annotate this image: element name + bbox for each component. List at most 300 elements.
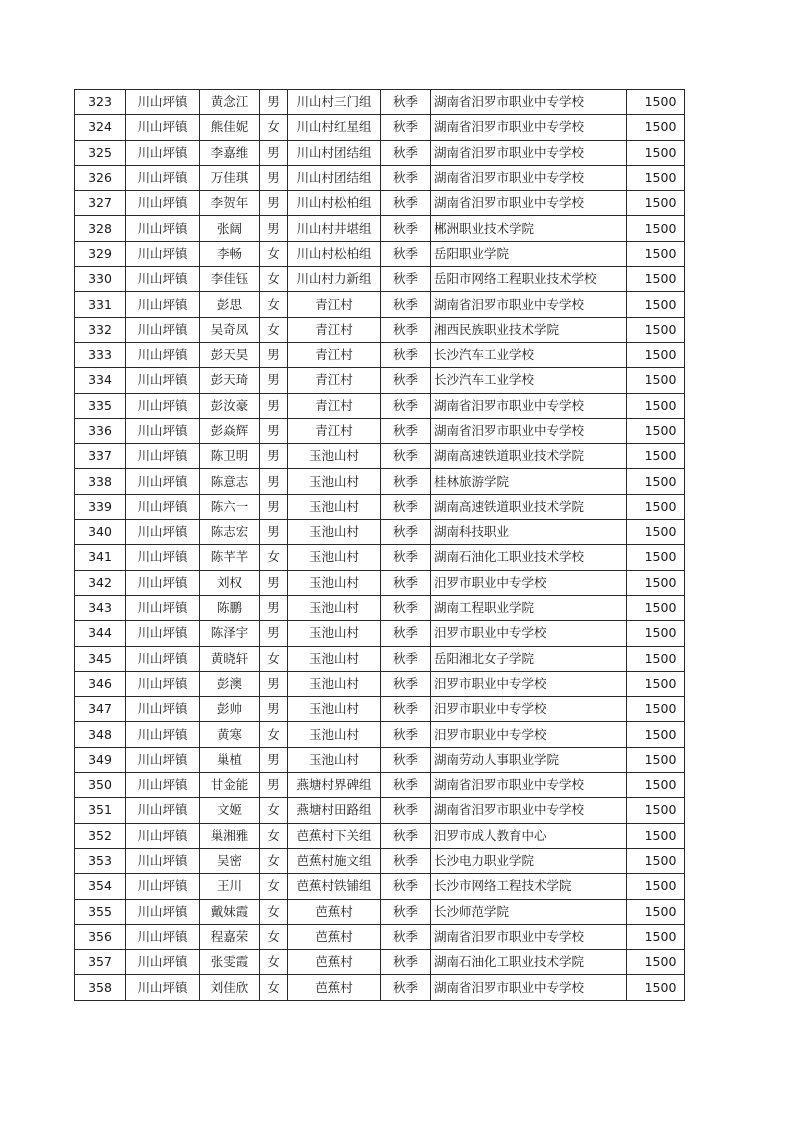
cell-township: 川山坪镇	[126, 671, 200, 696]
cell-semester: 秋季	[381, 646, 431, 671]
cell-gender: 男	[260, 140, 288, 165]
cell-township: 川山坪镇	[126, 975, 200, 1000]
cell-township: 川山坪镇	[126, 165, 200, 190]
cell-serial-number: 328	[75, 216, 126, 241]
cell-semester: 秋季	[381, 292, 431, 317]
table-row	[75, 570, 685, 595]
cell-semester: 秋季	[381, 823, 431, 848]
cell-village: 川山村团结组	[288, 140, 381, 165]
cell-gender: 男	[260, 469, 288, 494]
cell-school: 郴洲职业技术学院	[431, 216, 627, 241]
cell-amount: 1500	[627, 444, 685, 469]
cell-gender: 男	[260, 418, 288, 443]
cell-amount: 1500	[627, 267, 685, 292]
cell-township: 川山坪镇	[126, 595, 200, 620]
cell-township: 川山坪镇	[126, 874, 200, 899]
cell-serial-number: 332	[75, 317, 126, 342]
cell-village: 玉池山村	[288, 469, 381, 494]
cell-school: 长沙电力职业学院	[431, 848, 627, 873]
cell-amount: 1500	[627, 798, 685, 823]
cell-semester: 秋季	[381, 773, 431, 798]
table-row	[75, 115, 685, 140]
table-row	[75, 773, 685, 798]
cell-serial-number: 346	[75, 671, 126, 696]
cell-gender: 女	[260, 545, 288, 570]
cell-school: 湖南石油化工职业技术学院	[431, 950, 627, 975]
table-row	[75, 140, 685, 165]
cell-semester: 秋季	[381, 90, 431, 115]
cell-serial-number: 333	[75, 342, 126, 367]
cell-amount: 1500	[627, 848, 685, 873]
cell-semester: 秋季	[381, 570, 431, 595]
cell-township: 川山坪镇	[126, 115, 200, 140]
cell-gender: 男	[260, 697, 288, 722]
cell-school: 湖南劳动人事职业学院	[431, 747, 627, 772]
cell-village: 玉池山村	[288, 570, 381, 595]
cell-village: 川山村三门组	[288, 90, 381, 115]
cell-village: 青江村	[288, 418, 381, 443]
cell-amount: 1500	[627, 393, 685, 418]
cell-serial-number: 331	[75, 292, 126, 317]
cell-school: 湖南省汨罗市职业中专学校	[431, 798, 627, 823]
cell-student-name: 彭澳	[200, 671, 260, 696]
cell-village: 芭蕉村	[288, 924, 381, 949]
cell-amount: 1500	[627, 342, 685, 367]
cell-amount: 1500	[627, 874, 685, 899]
cell-serial-number: 345	[75, 646, 126, 671]
table-row	[75, 950, 685, 975]
cell-gender: 男	[260, 165, 288, 190]
cell-school: 汨罗市成人教育中心	[431, 823, 627, 848]
cell-student-name: 黄寒	[200, 722, 260, 747]
cell-school: 长沙师范学院	[431, 899, 627, 924]
cell-township: 川山坪镇	[126, 140, 200, 165]
cell-township: 川山坪镇	[126, 924, 200, 949]
cell-school: 汨罗市职业中专学校	[431, 697, 627, 722]
cell-student-name: 吴密	[200, 848, 260, 873]
cell-village: 芭蕉村	[288, 950, 381, 975]
cell-school: 湖南省汨罗市职业中专学校	[431, 292, 627, 317]
cell-village: 川山村松柏组	[288, 191, 381, 216]
cell-semester: 秋季	[381, 848, 431, 873]
table-row	[75, 241, 685, 266]
cell-township: 川山坪镇	[126, 469, 200, 494]
cell-gender: 男	[260, 191, 288, 216]
cell-township: 川山坪镇	[126, 798, 200, 823]
cell-serial-number: 356	[75, 924, 126, 949]
table-row	[75, 368, 685, 393]
cell-school: 湖南省汨罗市职业中专学校	[431, 975, 627, 1000]
cell-amount: 1500	[627, 216, 685, 241]
cell-school: 湖南高速铁道职业技术学院	[431, 494, 627, 519]
cell-village: 玉池山村	[288, 494, 381, 519]
cell-serial-number: 351	[75, 798, 126, 823]
cell-serial-number: 344	[75, 621, 126, 646]
cell-student-name: 彭焱辉	[200, 418, 260, 443]
cell-gender: 女	[260, 292, 288, 317]
cell-semester: 秋季	[381, 140, 431, 165]
cell-school: 湖南工程职业学院	[431, 595, 627, 620]
cell-student-name: 张雯霞	[200, 950, 260, 975]
cell-amount: 1500	[627, 975, 685, 1000]
cell-semester: 秋季	[381, 899, 431, 924]
cell-school: 汨罗市职业中专学校	[431, 621, 627, 646]
cell-serial-number: 341	[75, 545, 126, 570]
cell-school: 湖南省汨罗市职业中专学校	[431, 140, 627, 165]
cell-village: 玉池山村	[288, 747, 381, 772]
table-row	[75, 646, 685, 671]
cell-student-name: 熊佳妮	[200, 115, 260, 140]
cell-semester: 秋季	[381, 469, 431, 494]
cell-serial-number: 326	[75, 165, 126, 190]
cell-semester: 秋季	[381, 444, 431, 469]
cell-village: 玉池山村	[288, 595, 381, 620]
cell-gender: 女	[260, 722, 288, 747]
cell-serial-number: 357	[75, 950, 126, 975]
cell-village: 芭蕉村铁铺组	[288, 874, 381, 899]
cell-school: 汨罗市职业中专学校	[431, 671, 627, 696]
cell-school: 长沙市网络工程技术学院	[431, 874, 627, 899]
cell-gender: 女	[260, 848, 288, 873]
cell-serial-number: 338	[75, 469, 126, 494]
cell-student-name: 陈六一	[200, 494, 260, 519]
cell-school: 桂林旅游学院	[431, 469, 627, 494]
cell-serial-number: 352	[75, 823, 126, 848]
cell-serial-number: 354	[75, 874, 126, 899]
cell-student-name: 陈鹏	[200, 595, 260, 620]
cell-school: 湖南省汨罗市职业中专学校	[431, 773, 627, 798]
cell-gender: 男	[260, 621, 288, 646]
cell-student-name: 彭帅	[200, 697, 260, 722]
cell-township: 川山坪镇	[126, 191, 200, 216]
cell-gender: 男	[260, 570, 288, 595]
cell-amount: 1500	[627, 646, 685, 671]
table-row	[75, 444, 685, 469]
cell-gender: 男	[260, 342, 288, 367]
cell-serial-number: 348	[75, 722, 126, 747]
cell-gender: 女	[260, 975, 288, 1000]
cell-gender: 女	[260, 646, 288, 671]
cell-semester: 秋季	[381, 874, 431, 899]
cell-amount: 1500	[627, 747, 685, 772]
cell-school: 湖南省汨罗市职业中专学校	[431, 393, 627, 418]
cell-semester: 秋季	[381, 950, 431, 975]
cell-student-name: 万佳琪	[200, 165, 260, 190]
cell-semester: 秋季	[381, 216, 431, 241]
cell-village: 玉池山村	[288, 722, 381, 747]
cell-school: 岳阳湘北女子学院	[431, 646, 627, 671]
cell-township: 川山坪镇	[126, 368, 200, 393]
cell-amount: 1500	[627, 292, 685, 317]
cell-gender: 男	[260, 393, 288, 418]
table-row	[75, 848, 685, 873]
cell-village: 川山村井堪组	[288, 216, 381, 241]
cell-township: 川山坪镇	[126, 317, 200, 342]
subsidy-list-sheet	[74, 89, 684, 1001]
cell-student-name: 刘权	[200, 570, 260, 595]
cell-amount: 1500	[627, 191, 685, 216]
cell-student-name: 彭思	[200, 292, 260, 317]
cell-village: 青江村	[288, 393, 381, 418]
cell-township: 川山坪镇	[126, 773, 200, 798]
cell-gender: 女	[260, 798, 288, 823]
cell-student-name: 陈芊芊	[200, 545, 260, 570]
cell-school: 汨罗市职业中专学校	[431, 570, 627, 595]
table-row	[75, 798, 685, 823]
cell-semester: 秋季	[381, 975, 431, 1000]
cell-gender: 男	[260, 595, 288, 620]
cell-student-name: 陈卫明	[200, 444, 260, 469]
cell-student-name: 彭汝豪	[200, 393, 260, 418]
table-row	[75, 418, 685, 443]
cell-student-name: 刘佳欣	[200, 975, 260, 1000]
subsidy-table	[74, 89, 685, 1001]
cell-student-name: 戴妹霞	[200, 899, 260, 924]
cell-student-name: 程嘉荣	[200, 924, 260, 949]
cell-amount: 1500	[627, 722, 685, 747]
cell-semester: 秋季	[381, 267, 431, 292]
cell-student-name: 陈意志	[200, 469, 260, 494]
cell-gender: 女	[260, 899, 288, 924]
cell-township: 川山坪镇	[126, 570, 200, 595]
cell-village: 燕塘村田路组	[288, 798, 381, 823]
cell-gender: 男	[260, 216, 288, 241]
table-row	[75, 697, 685, 722]
table-row	[75, 874, 685, 899]
cell-township: 川山坪镇	[126, 950, 200, 975]
cell-township: 川山坪镇	[126, 747, 200, 772]
cell-school: 长沙汽车工业学校	[431, 368, 627, 393]
cell-amount: 1500	[627, 924, 685, 949]
cell-semester: 秋季	[381, 115, 431, 140]
cell-serial-number: 324	[75, 115, 126, 140]
cell-gender: 女	[260, 950, 288, 975]
table-row	[75, 722, 685, 747]
cell-serial-number: 330	[75, 267, 126, 292]
table-row	[75, 191, 685, 216]
cell-gender: 男	[260, 520, 288, 545]
cell-amount: 1500	[627, 823, 685, 848]
cell-school: 长沙汽车工业学校	[431, 342, 627, 367]
cell-village: 玉池山村	[288, 671, 381, 696]
cell-semester: 秋季	[381, 671, 431, 696]
cell-amount: 1500	[627, 545, 685, 570]
cell-township: 川山坪镇	[126, 823, 200, 848]
cell-township: 川山坪镇	[126, 621, 200, 646]
cell-semester: 秋季	[381, 494, 431, 519]
cell-school: 湖南石油化工职业技术学校	[431, 545, 627, 570]
cell-school: 湖南省汨罗市职业中专学校	[431, 90, 627, 115]
cell-township: 川山坪镇	[126, 494, 200, 519]
cell-student-name: 文姬	[200, 798, 260, 823]
cell-serial-number: 343	[75, 595, 126, 620]
table-row	[75, 671, 685, 696]
table-row	[75, 267, 685, 292]
cell-township: 川山坪镇	[126, 267, 200, 292]
cell-school: 汨罗市职业中专学校	[431, 722, 627, 747]
cell-semester: 秋季	[381, 418, 431, 443]
cell-school: 湖南省汨罗市职业中专学校	[431, 115, 627, 140]
cell-gender: 女	[260, 241, 288, 266]
cell-amount: 1500	[627, 570, 685, 595]
cell-serial-number: 342	[75, 570, 126, 595]
cell-village: 玉池山村	[288, 646, 381, 671]
cell-semester: 秋季	[381, 520, 431, 545]
cell-amount: 1500	[627, 241, 685, 266]
cell-township: 川山坪镇	[126, 393, 200, 418]
cell-serial-number: 353	[75, 848, 126, 873]
cell-township: 川山坪镇	[126, 216, 200, 241]
cell-township: 川山坪镇	[126, 848, 200, 873]
cell-serial-number: 336	[75, 418, 126, 443]
cell-student-name: 王川	[200, 874, 260, 899]
cell-amount: 1500	[627, 469, 685, 494]
table-row	[75, 520, 685, 545]
table-row	[75, 823, 685, 848]
table-row	[75, 292, 685, 317]
cell-semester: 秋季	[381, 191, 431, 216]
cell-semester: 秋季	[381, 722, 431, 747]
cell-serial-number: 355	[75, 899, 126, 924]
cell-amount: 1500	[627, 317, 685, 342]
cell-gender: 女	[260, 874, 288, 899]
cell-school: 湖南省汨罗市职业中专学校	[431, 924, 627, 949]
cell-serial-number: 340	[75, 520, 126, 545]
cell-gender: 女	[260, 317, 288, 342]
cell-amount: 1500	[627, 494, 685, 519]
table-row	[75, 216, 685, 241]
table-row	[75, 165, 685, 190]
cell-township: 川山坪镇	[126, 899, 200, 924]
cell-village: 青江村	[288, 317, 381, 342]
table-row	[75, 621, 685, 646]
cell-serial-number: 325	[75, 140, 126, 165]
cell-semester: 秋季	[381, 393, 431, 418]
cell-semester: 秋季	[381, 747, 431, 772]
cell-semester: 秋季	[381, 241, 431, 266]
cell-gender: 男	[260, 773, 288, 798]
cell-serial-number: 358	[75, 975, 126, 1000]
cell-semester: 秋季	[381, 621, 431, 646]
cell-serial-number: 323	[75, 90, 126, 115]
cell-village: 芭蕉村	[288, 899, 381, 924]
cell-serial-number: 349	[75, 747, 126, 772]
cell-village: 玉池山村	[288, 520, 381, 545]
cell-village: 川山村力新组	[288, 267, 381, 292]
cell-student-name: 黄晓轩	[200, 646, 260, 671]
cell-township: 川山坪镇	[126, 697, 200, 722]
table-row	[75, 342, 685, 367]
cell-semester: 秋季	[381, 798, 431, 823]
cell-semester: 秋季	[381, 595, 431, 620]
cell-student-name: 张阔	[200, 216, 260, 241]
cell-student-name: 吴奇凤	[200, 317, 260, 342]
table-row	[75, 924, 685, 949]
cell-semester: 秋季	[381, 368, 431, 393]
cell-serial-number: 347	[75, 697, 126, 722]
cell-student-name: 彭天琦	[200, 368, 260, 393]
cell-amount: 1500	[627, 950, 685, 975]
cell-student-name: 李畅	[200, 241, 260, 266]
cell-village: 玉池山村	[288, 621, 381, 646]
cell-village: 芭蕉村施文组	[288, 848, 381, 873]
cell-serial-number: 335	[75, 393, 126, 418]
cell-amount: 1500	[627, 115, 685, 140]
cell-school: 湖南省汨罗市职业中专学校	[431, 191, 627, 216]
cell-gender: 女	[260, 267, 288, 292]
cell-semester: 秋季	[381, 924, 431, 949]
cell-amount: 1500	[627, 368, 685, 393]
cell-amount: 1500	[627, 595, 685, 620]
table-row	[75, 393, 685, 418]
cell-amount: 1500	[627, 899, 685, 924]
cell-gender: 男	[260, 368, 288, 393]
cell-village: 青江村	[288, 342, 381, 367]
cell-school: 岳阳市网络工程职业技术学校	[431, 267, 627, 292]
cell-serial-number: 350	[75, 773, 126, 798]
cell-student-name: 巢植	[200, 747, 260, 772]
table-row	[75, 975, 685, 1000]
table-row	[75, 494, 685, 519]
cell-village: 芭蕉村下关组	[288, 823, 381, 848]
cell-amount: 1500	[627, 90, 685, 115]
cell-student-name: 李贺年	[200, 191, 260, 216]
cell-semester: 秋季	[381, 342, 431, 367]
cell-serial-number: 339	[75, 494, 126, 519]
cell-semester: 秋季	[381, 545, 431, 570]
cell-school: 湖南省汨罗市职业中专学校	[431, 165, 627, 190]
cell-village: 川山村松柏组	[288, 241, 381, 266]
cell-gender: 男	[260, 671, 288, 696]
cell-township: 川山坪镇	[126, 722, 200, 747]
cell-township: 川山坪镇	[126, 444, 200, 469]
cell-serial-number: 334	[75, 368, 126, 393]
cell-gender: 男	[260, 90, 288, 115]
cell-village: 青江村	[288, 292, 381, 317]
cell-amount: 1500	[627, 418, 685, 443]
cell-school: 湖南高速铁道职业技术学院	[431, 444, 627, 469]
cell-amount: 1500	[627, 140, 685, 165]
cell-amount: 1500	[627, 671, 685, 696]
cell-semester: 秋季	[381, 317, 431, 342]
cell-township: 川山坪镇	[126, 520, 200, 545]
cell-village: 玉池山村	[288, 444, 381, 469]
cell-student-name: 陈泽宇	[200, 621, 260, 646]
table-body	[75, 90, 685, 1001]
cell-gender: 女	[260, 115, 288, 140]
cell-serial-number: 337	[75, 444, 126, 469]
cell-village: 川山村红星组	[288, 115, 381, 140]
cell-gender: 男	[260, 444, 288, 469]
cell-semester: 秋季	[381, 165, 431, 190]
cell-school: 岳阳职业学院	[431, 241, 627, 266]
table-row	[75, 317, 685, 342]
cell-serial-number: 329	[75, 241, 126, 266]
table-row	[75, 90, 685, 115]
cell-student-name: 彭天昊	[200, 342, 260, 367]
cell-township: 川山坪镇	[126, 241, 200, 266]
cell-amount: 1500	[627, 520, 685, 545]
cell-village: 芭蕉村	[288, 975, 381, 1000]
cell-township: 川山坪镇	[126, 342, 200, 367]
table-row	[75, 747, 685, 772]
cell-student-name: 甘金能	[200, 773, 260, 798]
cell-student-name: 黄念江	[200, 90, 260, 115]
table-row	[75, 595, 685, 620]
cell-gender: 男	[260, 747, 288, 772]
cell-township: 川山坪镇	[126, 292, 200, 317]
cell-semester: 秋季	[381, 697, 431, 722]
